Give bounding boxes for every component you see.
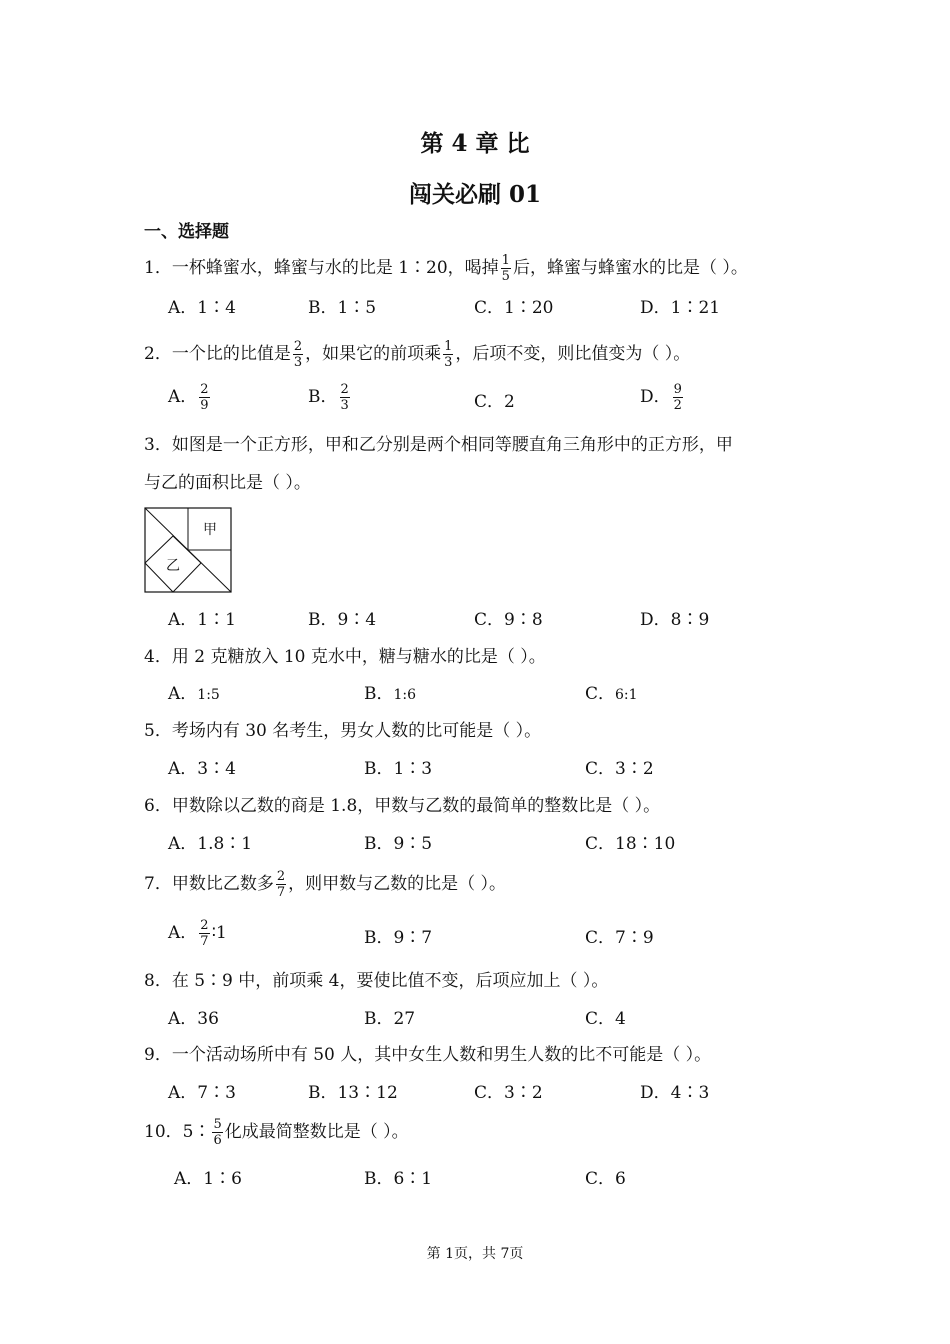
option-label: A． (168, 387, 198, 407)
page-subtitle: 闯关必刷 01 (408, 181, 541, 208)
option-label: C． (585, 684, 616, 704)
question-5: 5．考场内有 30 名考生，男女人数的比可能是（ ）。 (144, 721, 542, 741)
option-c[interactable]: C．3∶2 (585, 759, 654, 779)
option-label: A． (168, 684, 198, 704)
square-diagram (144, 507, 232, 593)
denominator: 5 (501, 269, 510, 284)
numerator: 9 (673, 382, 682, 397)
option-d[interactable]: D．8∶9 (640, 610, 710, 630)
chapter-title: 第 4 章 比 (420, 130, 530, 157)
option-b[interactable]: B．1∶5 (308, 298, 377, 318)
option-a[interactable] (168, 683, 220, 706)
denominator: 3 (340, 398, 349, 413)
option-d[interactable]: D．1∶21 (640, 298, 721, 318)
numerator: 2 (293, 339, 303, 354)
label-jia: 甲 (203, 522, 217, 538)
fraction (276, 870, 286, 899)
option-a[interactable]: A．1∶6 (174, 1169, 242, 1189)
option-c[interactable]: C．6 (585, 1169, 626, 1189)
question-7-text-post: ，则甲数与乙数的比是（ ）。 (288, 874, 507, 894)
option-a[interactable]: A．7∶3 (168, 1083, 236, 1103)
question-3-line-1: 3．如图是一个正方形，甲和乙分别是两个相同等腰直角三角形中的正方形，甲 (144, 435, 733, 455)
label-yi: 乙 (166, 558, 180, 574)
denominator: 2 (673, 398, 682, 413)
option-b[interactable]: B．9∶5 (364, 834, 433, 854)
denominator: 3 (444, 355, 453, 370)
fraction (199, 383, 209, 412)
option-value: ∶1 (211, 923, 227, 943)
question-1 (144, 254, 748, 283)
question-1-text-post: 后，蜂蜜与蜂蜜水的比是（ ）。 (512, 258, 748, 278)
option-value: 1:5 (197, 687, 220, 703)
numerator: 2 (276, 869, 286, 884)
option-a[interactable]: A．1∶4 (168, 298, 236, 318)
option-value: 6:1 (615, 687, 638, 703)
option-c[interactable] (585, 683, 638, 706)
numerator: 2 (200, 918, 209, 933)
option-b[interactable]: B．13∶12 (308, 1083, 398, 1103)
page-footer: 第 1页，共 7页 (426, 1246, 524, 1262)
fraction (673, 383, 683, 412)
denominator: 7 (276, 885, 286, 900)
option-a[interactable] (168, 919, 227, 948)
option-b[interactable]: B．27 (364, 1009, 416, 1029)
numerator: 1 (501, 253, 510, 268)
option-b[interactable] (364, 683, 416, 706)
numerator: 2 (200, 382, 209, 397)
question-10-text-pre: 10．5∶ (144, 1122, 211, 1142)
denominator: 9 (200, 398, 209, 413)
fraction (212, 1118, 222, 1147)
option-b[interactable]: B．1∶3 (364, 759, 433, 779)
fraction (501, 254, 511, 283)
option-value: 1:6 (393, 687, 417, 703)
question-2-text-post: ，后项不变，则比值变为（ ）。 (455, 344, 691, 364)
option-label: B． (364, 684, 394, 704)
option-a[interactable]: A．1.8∶1 (168, 834, 253, 854)
question-2-text-mid: ，如果它的前项乘 (305, 344, 442, 364)
option-b[interactable] (308, 383, 352, 412)
option-d[interactable]: D．4∶3 (640, 1083, 710, 1103)
option-label: B． (308, 387, 338, 407)
option-c[interactable]: C．2 (474, 392, 515, 412)
fraction (293, 340, 303, 369)
fraction (199, 919, 209, 948)
denominator: 7 (200, 934, 209, 949)
question-7 (144, 870, 506, 899)
option-c[interactable]: C．7∶9 (585, 928, 654, 948)
option-c[interactable]: C．4 (585, 1009, 626, 1029)
question-4: 4．用 2 克糖放入 10 克水中，糖与糖水的比是（ ）。 (144, 647, 546, 667)
numerator: 1 (444, 339, 453, 354)
option-a[interactable]: A．3∶4 (168, 759, 236, 779)
question-1-text-pre: 1．一杯蜂蜜水，蜂蜜与水的比是 1∶20，喝掉 (144, 258, 499, 278)
option-label: D． (640, 387, 671, 407)
option-label: A． (168, 923, 198, 943)
denominator: 3 (293, 355, 303, 370)
question-10 (144, 1118, 409, 1147)
question-10-text-post: 化成最简整数比是（ ）。 (224, 1122, 409, 1142)
question-2 (144, 340, 690, 369)
option-c[interactable]: C．18∶10 (585, 834, 676, 854)
fraction (443, 340, 453, 369)
option-a[interactable]: A．36 (168, 1009, 219, 1029)
section-heading: 一、选择题 (144, 222, 229, 242)
option-b[interactable]: B．6∶1 (364, 1169, 433, 1189)
option-b[interactable]: B．9∶4 (308, 610, 377, 630)
option-c[interactable]: C．3∶2 (474, 1083, 543, 1103)
option-a[interactable]: A．1∶1 (168, 610, 236, 630)
question-7-text-pre: 7．甲数比乙数多 (144, 874, 274, 894)
option-b[interactable]: B．9∶7 (364, 928, 433, 948)
option-d[interactable] (640, 383, 685, 412)
option-c[interactable]: C．1∶20 (474, 298, 554, 318)
question-2-text-pre: 2．一个比的比值是 (144, 344, 291, 364)
fraction (340, 383, 350, 412)
question-8: 8．在 5∶9 中，前项乘 4，要使比值不变，后项应加上（ ）。 (144, 971, 609, 991)
question-9: 9．一个活动场所中有 50 人，其中女生人数和男生人数的比不可能是（ ）。 (144, 1045, 712, 1065)
question-3-line-2: 与乙的面积比是（ ）。 (144, 473, 311, 493)
option-a[interactable] (168, 383, 212, 412)
question-6: 6．甲数除以乙数的商是 1.8，甲数与乙数的最简单的整数比是（ ）。 (144, 796, 661, 816)
denominator: 6 (213, 1133, 222, 1148)
option-c[interactable]: C．9∶8 (474, 610, 543, 630)
numerator: 5 (213, 1117, 222, 1132)
numerator: 2 (340, 382, 349, 397)
